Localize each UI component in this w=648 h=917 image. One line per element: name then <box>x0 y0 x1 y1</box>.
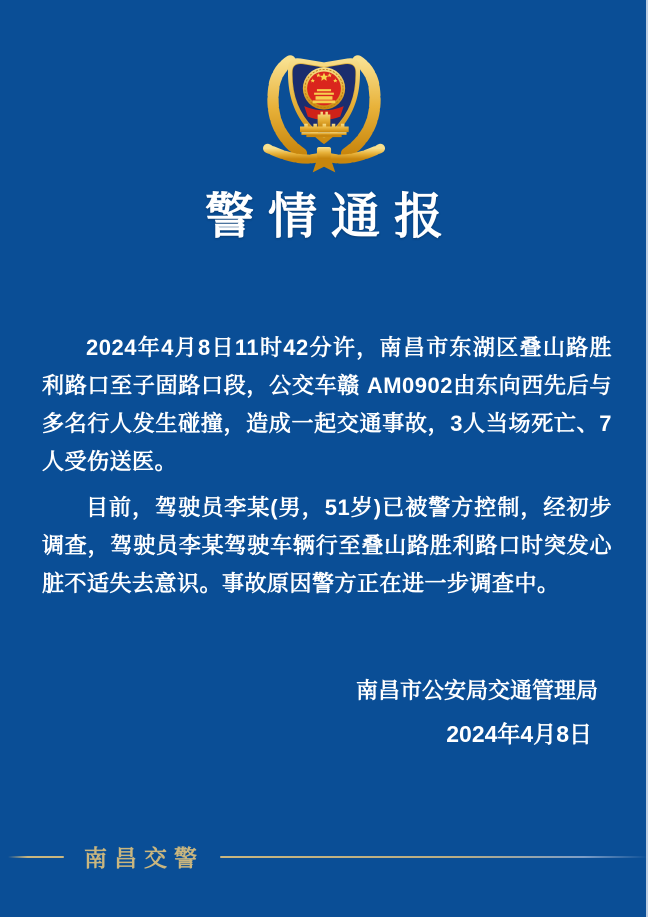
signature-date: 2024年4月8日 <box>446 721 592 747</box>
paragraph-1: 2024年4月8日11时42分许，南昌市东湖区叠山路胜利路口至子固路口段，公交车赣 AM0902由东向西先后与多名行人发生碰撞，造成一起交通事故，3人当场死亡、7人受伤送医。 <box>42 335 612 474</box>
footer-rule-left <box>8 856 64 858</box>
footer-label: 南昌交警 <box>84 846 204 871</box>
paragraph-2: 目前，驾驶员李某(男，51岁)已被警方控制，经初步调查，驾驶员李某驾驶车辆行至叠山路胜利路口时突发心脏不适失去意识。事故原因警方正在进一步调查中。 <box>42 495 612 596</box>
police-badge-icon <box>253 44 395 178</box>
signature-agency: 南昌市公安局交通管理局 <box>355 678 598 703</box>
police-badge-svg <box>253 44 395 178</box>
notice-body <box>42 329 612 603</box>
footer-rule-right <box>220 856 648 858</box>
notice-title: 警情通报 <box>204 189 457 244</box>
footer <box>0 840 648 873</box>
badge-emblem <box>303 67 345 120</box>
